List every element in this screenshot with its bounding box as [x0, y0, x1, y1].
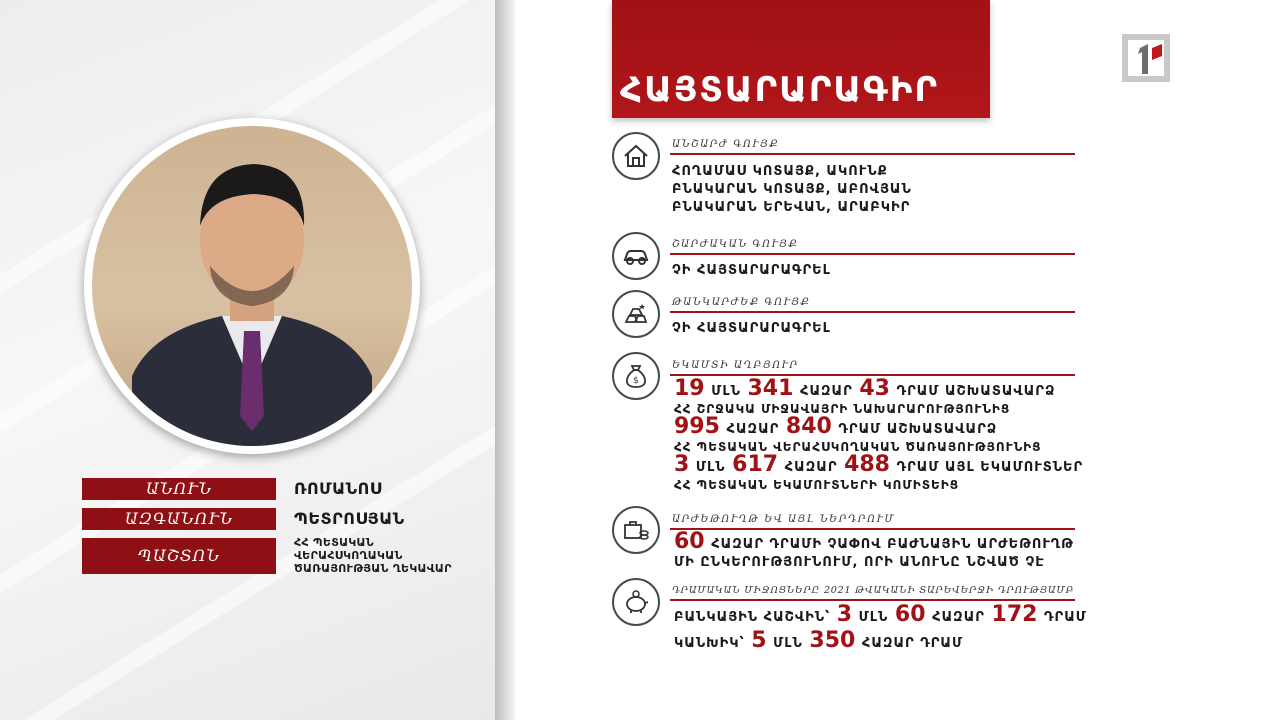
income-number: 19 — [674, 376, 705, 401]
position-line-3: ԾԱՌԱՅՈՒԹՅԱՆ ՂԵԿԱՎԱՐ — [294, 562, 452, 575]
cash-bank-prefix: ԲԱՆԿԱՅԻՆ ՀԱՇՎԻՆ՝ — [674, 610, 831, 625]
person-silhouette — [92, 126, 412, 446]
cash-number: 3 — [836, 602, 853, 627]
section-divider — [670, 311, 1075, 313]
securities-number: 60 — [674, 529, 705, 554]
cash-number: 350 — [809, 628, 856, 653]
cash-number: 5 — [751, 628, 767, 653]
income-source-1: ՀՀ ՇՐՋԱԿԱ ՄԻՋԱՎԱՅՐԻ ՆԱԽԱՐԱՐՈՒԹՅՈՒՆԻՑ — [674, 402, 1011, 416]
portrait-photo — [92, 126, 412, 446]
position-value — [294, 536, 452, 575]
income-source-3: ՀՀ ՊԵՏԱԿԱՆ ԵԿԱՄՈՒՏՆԵՐԻ ԿՈՄԻՏԵԻՑ — [674, 478, 960, 492]
panel-divider — [495, 0, 515, 720]
securities-line-2: ՄԻ ԸՆԿԵՐՈՒԹՅՈՒՆՈՒՄ, ՈՐԻ ԱՆՈՒՆԸ ՆՇՎԱԾ ՉԷ — [674, 555, 1045, 570]
income-unit: ՀԱԶԱՐ — [784, 460, 838, 475]
surname-value: ՊԵՏՐՈՍՅԱՆ — [294, 509, 405, 528]
channel-one-logo-icon — [1122, 34, 1170, 82]
income-number: 995 — [674, 414, 720, 439]
income-number: 43 — [859, 376, 890, 401]
movable-value: ՉԻ ՀԱՅՏԱՐԱՐԱԳՐԵԼ — [672, 263, 831, 278]
income-unit: ԴՐԱՄ ԱՇԽԱՏԱՎԱՐՁ — [838, 422, 998, 437]
cash-unit: ՄԼՆ — [858, 610, 889, 625]
valuables-label: ԹԱՆԿԱՐԺԵՔ ԳՈՒՅՔ — [672, 297, 811, 308]
real-estate-item: ԲՆԱԿԱՐԱՆ ԵՐԵՎԱՆ, ԱՐԱԲԿԻՐ — [672, 200, 911, 215]
piggy-bank-icon — [612, 578, 660, 626]
cash-hand-line — [674, 628, 963, 653]
cash-unit: ՄԼՆ — [773, 636, 803, 651]
position-label: ՊԱՇՏՈՆ — [82, 538, 276, 574]
income-unit: ՄԼՆ — [711, 384, 741, 399]
name-value: ՌՈՄԱՆՈՍ — [294, 479, 382, 498]
real-estate-item: ՀՈՂԱՄԱՍ ԿՈՏԱՅՔ, ԱԿՈՒՆՔ — [672, 164, 888, 179]
income-unit: ԴՐԱՄ ԱՅԼ ԵԿԱՄՈՒՏՆԵՐ — [896, 460, 1084, 475]
income-number: 617 — [732, 452, 779, 477]
section-divider — [670, 253, 1075, 255]
real-estate-list — [672, 163, 912, 217]
cash-hand-prefix: ԿԱՆԽԻԿ՝ — [674, 636, 745, 651]
income-unit: ՀԱԶԱՐ — [799, 384, 853, 399]
income-number: 341 — [747, 376, 794, 401]
income-number: 488 — [844, 452, 890, 477]
securities-line-1 — [674, 529, 1074, 554]
house-icon — [612, 132, 660, 180]
cash-unit: ԴՐԱՄ — [1044, 610, 1087, 625]
position-line-1: ՀՀ ՊԵՏԱԿԱՆ — [294, 536, 374, 549]
gold-bars-icon — [612, 290, 660, 338]
income-number: 840 — [785, 414, 832, 439]
securities-text: ՀԱԶԱՐ ԴՐԱՄԻ ՉԱՓՈՎ ԲԱԺՆԱՅԻՆ ԱՐԺԵԹՈՒՂԹ — [711, 537, 1074, 552]
income-unit: ԴՐԱՄ ԱՇԽԱՏԱՎԱՐՁ — [896, 384, 1056, 399]
name-label: ԱՆՈՒՆ — [82, 478, 276, 500]
income-unit: ՀԱԶԱՐ — [726, 422, 780, 437]
cash-number: 60 — [894, 602, 926, 627]
section-divider — [670, 153, 1075, 155]
svg-text:$: $ — [633, 376, 639, 386]
income-unit: ՄԼՆ — [695, 460, 726, 475]
cash-label: ԴՐԱՄԱԿԱՆ ՄԻՋՈՑՆԵՐԸ 2021 ԹՎԱԿԱՆԻ ՏԱՐԵՎԵՐՋԻ ԴՐՈՒԹՅԱՄԲ — [672, 585, 1075, 596]
real-estate-item: ԲՆԱԿԱՐԱՆ ԿՈՏԱՅՔ, ԱԲՈՎՅԱՆ — [672, 182, 912, 197]
cash-unit: ՀԱԶԱՐ ԴՐԱՄ — [861, 636, 964, 651]
valuables-value: ՉԻ ՀԱՅՏԱՐԱՐԱԳՐԵԼ — [672, 321, 831, 336]
income-label: ԵԿԱՄՏԻ ԱՂԲՅՈՒՐ — [672, 360, 799, 371]
money-bag-icon — [612, 352, 660, 400]
securities-label: ԱՐԺԵԹՈՒՂԹ ԵՎ ԱՅԼ ՆԵՐԴՐՈՒՄ — [672, 514, 895, 525]
cash-number: 172 — [991, 602, 1038, 627]
income-line-1 — [674, 376, 1055, 401]
surname-label: ԱԶԳԱՆՈՒՆ — [82, 508, 276, 530]
position-line-2: ՎԵՐԱՀՍԿՈՂԱԿԱՆ — [294, 549, 403, 562]
real-estate-label: ԱՆՇԱՐԺ ԳՈՒՅՔ — [672, 139, 780, 150]
income-number: 3 — [674, 452, 690, 477]
income-source-2: ՀՀ ՊԵՏԱԿԱՆ ՎԵՐԱՀՍԿՈՂԱԿԱՆ ԾԱՌԱՅՈՒԹՅՈՒՆԻՑ — [674, 440, 1042, 454]
car-icon — [612, 232, 660, 280]
briefcase-coins-icon — [612, 506, 660, 554]
cash-unit: ՀԱԶԱՐ — [932, 610, 985, 625]
movable-label: ՇԱՐԺԱԿԱՆ ԳՈՒՅՔ — [672, 239, 799, 250]
income-line-3 — [674, 452, 1083, 477]
cash-bank-line — [674, 602, 1087, 627]
section-divider — [670, 599, 1075, 601]
income-line-2 — [674, 414, 997, 439]
page-title: ՀԱՅՏԱՐԱՐԱԳԻՐ — [620, 70, 940, 110]
